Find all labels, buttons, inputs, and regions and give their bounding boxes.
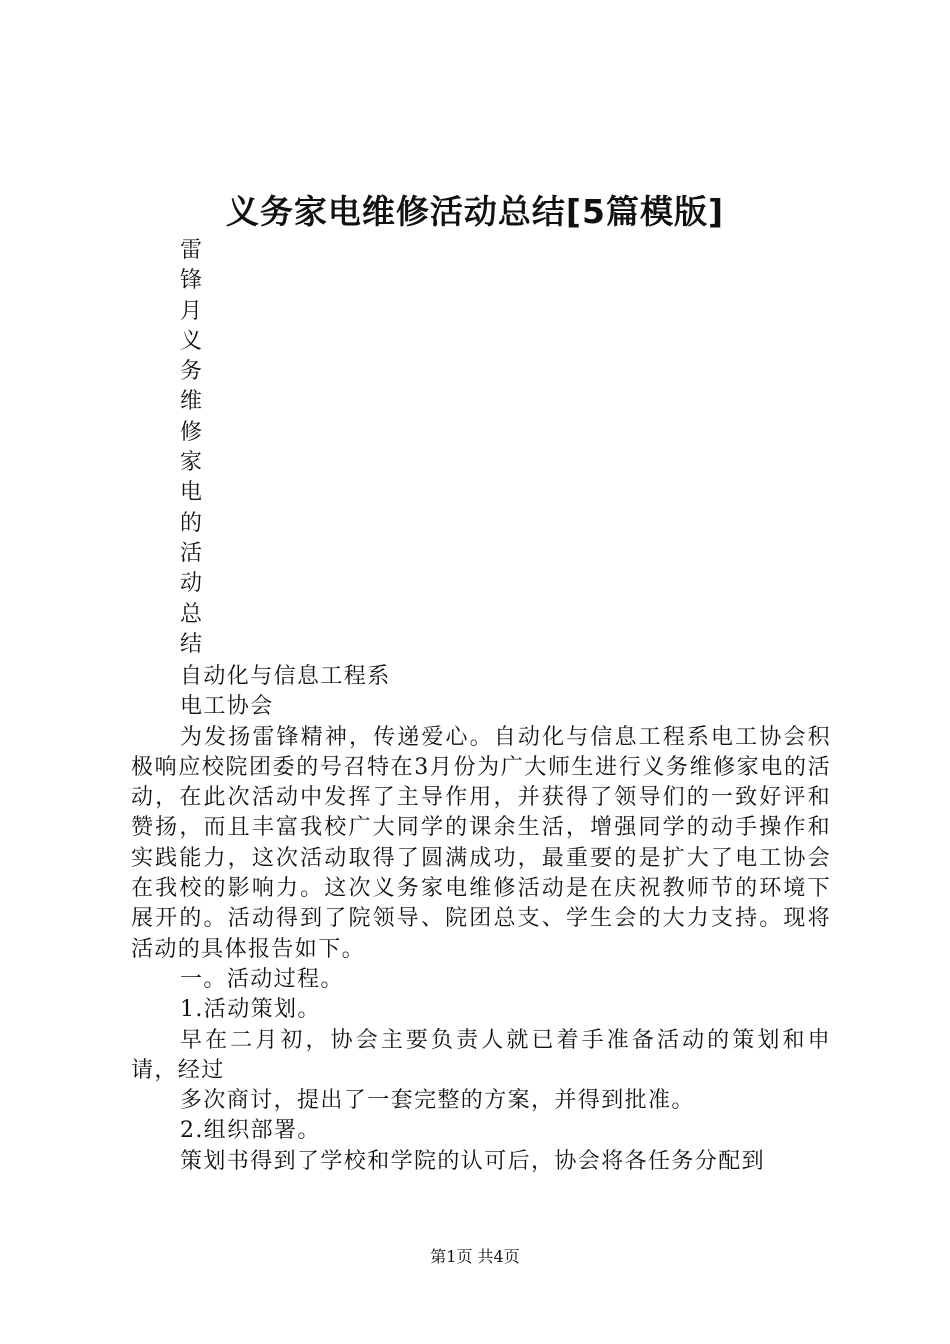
vertical-char: 的 (180, 510, 203, 536)
paragraph-intro: 为发扬雷锋精神，传递爱心。自动化与信息工程系电工协会积极响应校院团委的号召特在3月份为广大师生进行义务维修家电的活动，在此次活动中发挥了主导作用，并获得了领导们的一致好评和赞扬，而且丰富我校广大同学的课余生活，增强同学的动手操作和实践能力，这次活动取得了圆满成功，最重要的是扩大了电工协会在我校的影响力。这次义务家电维修活动是在庆祝教师节的环境下展开的。活动得到了院领导、院团总支、学生会的大力支持。现将活动的具体报告如下。 (131, 724, 831, 962)
paragraph-association: 电工协会 (180, 694, 274, 720)
vertical-char: 义 (180, 328, 203, 354)
vertical-char: 月 (180, 298, 203, 324)
vertical-char: 雷 (180, 238, 203, 263)
vertical-heading (180, 236, 210, 660)
paragraph: 多次商讨，提出了一套完整的方案，并得到批准。 (180, 1088, 695, 1114)
vertical-char: 家 (180, 450, 203, 476)
vertical-char: 总 (180, 601, 203, 627)
subsection-heading: 1.活动策划。 (180, 997, 321, 1023)
vertical-char: 活 (180, 540, 203, 566)
vertical-char: 锋 (180, 268, 203, 294)
vertical-char: 结 (180, 631, 203, 657)
paragraph-department: 自动化与信息工程系 (180, 664, 391, 689)
page-footer: 第1页 共4页 (430, 1247, 520, 1266)
paragraph: 策划书得到了学校和学院的认可后，协会将各任务分配到 (180, 1148, 766, 1174)
vertical-char: 维 (180, 389, 203, 415)
vertical-char: 务 (180, 359, 203, 385)
section-heading: 一。活动过程。 (180, 966, 344, 992)
vertical-char: 电 (180, 480, 203, 506)
document-title: 义务家电维修活动总结[5篇模版] (225, 192, 725, 231)
subsection-heading: 2.组织部署。 (180, 1118, 321, 1144)
vertical-char: 动 (180, 571, 203, 597)
document-body (131, 662, 831, 1177)
paragraph: 早在二月初，协会主要负责人就已着手准备活动的策划和申请，经过 (131, 1027, 831, 1083)
vertical-char: 修 (180, 419, 203, 445)
